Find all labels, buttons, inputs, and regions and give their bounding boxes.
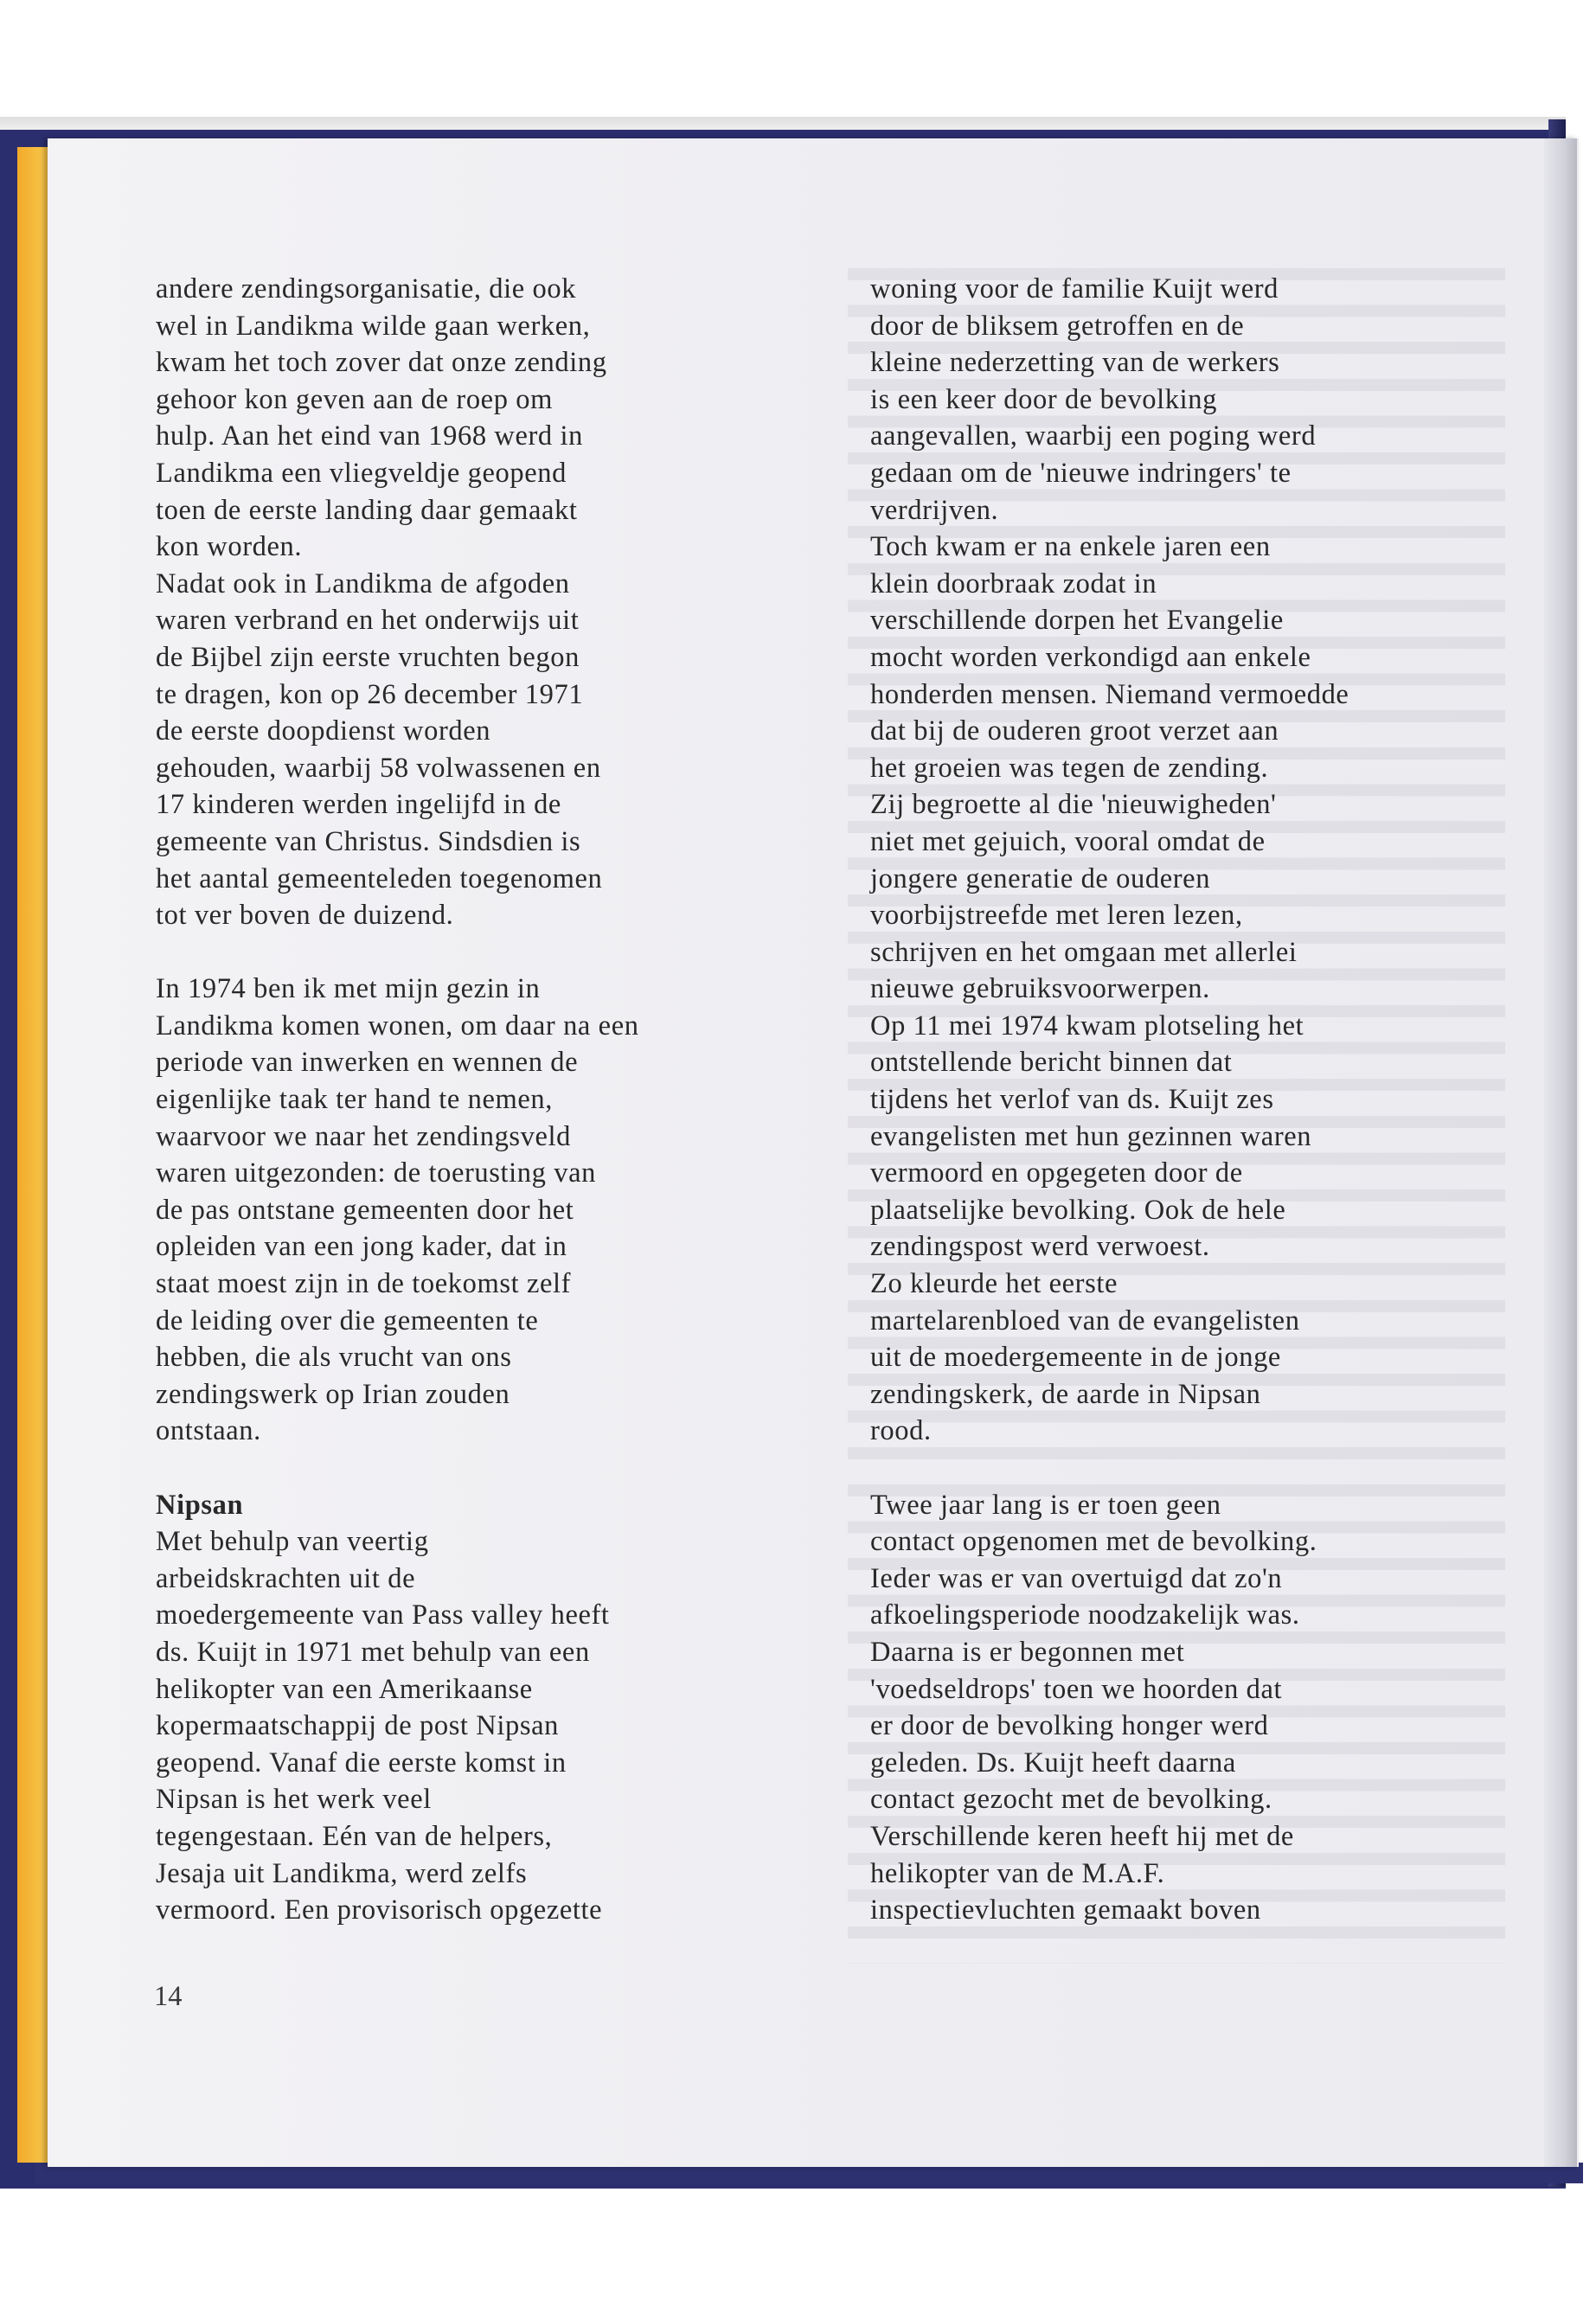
text-line: gedaan om de 'nieuwe indringers' te (870, 457, 1292, 489)
text-line: 17 kinderen werden ingelijfd in de (156, 789, 561, 821)
text-line: er door de bevolking honger werd (870, 1710, 1269, 1742)
text-line: honderden mensen. Niemand vermoedde (870, 678, 1349, 710)
text-line: verschillende dorpen het Evangelie (870, 605, 1284, 637)
text-line: te dragen, kon op 26 december 1971 (156, 678, 584, 710)
text-line: kleine nederzetting van de werkers (870, 347, 1280, 379)
text-line: jongere generatie de ouderen (870, 862, 1211, 894)
text-line: de eerste doopdienst worden (156, 715, 491, 747)
paragraph (870, 1487, 1554, 1929)
paragraph (156, 1523, 839, 1929)
paragraph (156, 971, 839, 1450)
text-line: hulp. Aan het eind van 1968 werd in (156, 420, 583, 452)
text-line: Met behulp van veertig (156, 1526, 429, 1558)
text-line: Landikma komen wonen, om daar na een (156, 1009, 639, 1042)
text-line: tijdens het verlof van ds. Kuijt zes (870, 1084, 1274, 1116)
text-line: In 1974 ben ik met mijn gezin in (156, 973, 541, 1005)
text-line: Daarna is er begonnen met (870, 1636, 1185, 1668)
text-line: Nipsan is het werk veel (156, 1784, 432, 1816)
text-line: niet met gejuich, vooral omdat de (870, 825, 1266, 857)
text-line: ontstellende bericht binnen dat (870, 1047, 1233, 1079)
text-line: moedergemeente van Pass valley heeft (156, 1599, 610, 1631)
text-line: Jesaja uit Landikma, werd zelfs (156, 1857, 528, 1889)
text-line: hebben, die als vrucht van ons (156, 1342, 512, 1374)
text-line: afkoelingsperiode noodzakelijk was. (870, 1599, 1300, 1631)
text-line: tot ver boven de duizend. (156, 900, 454, 932)
text-line: dat bij de ouderen groot verzet aan (870, 715, 1279, 747)
text-line: Zo kleurde het eerste (870, 1268, 1118, 1300)
text-line: gemeente van Christus. Sindsdien is (156, 825, 581, 857)
text-line: aangevallen, waarbij een poging werd (870, 420, 1317, 452)
text-line: kon worden. (156, 531, 303, 563)
text-line: zendingswerk op Irian zouden (156, 1378, 510, 1410)
text-line: ontstaan. (156, 1415, 261, 1447)
text-line: inspectievluchten gemaakt boven (870, 1894, 1261, 1926)
text-line: de leiding over die gemeenten te (156, 1304, 539, 1336)
text-line: evangelisten met hun gezinnen waren (870, 1120, 1312, 1152)
text-line: Nadat ook in Landikma de afgoden (156, 567, 570, 599)
text-line: waren uitgezonden: de toerusting van (156, 1157, 596, 1189)
text-line: periode van inwerken en wennen de (156, 1047, 579, 1079)
text-line: de pas ontstane gemeenten door het (156, 1194, 574, 1226)
text-line: contact gezocht met de bevolking. (870, 1784, 1272, 1816)
text-line: Twee jaar lang is er toen geen (870, 1489, 1221, 1521)
text-line: door de bliksem getroffen en de (870, 310, 1245, 342)
text-line: martelarenbloed van de evangelisten (870, 1304, 1300, 1336)
paragraph-gap (870, 1450, 1554, 1487)
text-line: toen de eerste landing daar gemaakt (156, 494, 578, 526)
paragraph (156, 271, 839, 934)
page-number: 14 (154, 1981, 183, 2012)
text-line: geleden. Ds. Kuijt heeft daarna (870, 1747, 1236, 1779)
text-line: opleiden van een jong kader, dat in (156, 1231, 567, 1263)
text-line: waren verbrand en het onderwijs uit (156, 605, 580, 637)
paragraph (870, 271, 1554, 1450)
text-line: zendingspost werd verwoest. (870, 1231, 1210, 1263)
text-line: contact opgenomen met de bevolking. (870, 1526, 1317, 1558)
text-line: helikopter van een Amerikaanse (156, 1673, 533, 1705)
text-line: tegengestaan. Eén van de helpers, (156, 1820, 553, 1852)
text-line: klein doorbraak zodat in (870, 567, 1157, 599)
text-line: arbeidskrachten uit de (156, 1562, 416, 1594)
paragraph-gap (156, 1450, 839, 1487)
text-line: wel in Landikma wilde gaan werken, (156, 310, 591, 342)
text-line: schrijven en het omgaan met allerlei (870, 936, 1298, 968)
text-line: zendingskerk, de aarde in Nipsan (870, 1378, 1261, 1410)
text-line: Zij begroette al die 'nieuwigheden' (870, 789, 1277, 821)
text-line: vermoord. Een provisorisch opgezette (156, 1894, 603, 1926)
text-line: waarvoor we naar het zendingsveld (156, 1120, 572, 1152)
text-line: andere zendingsorganisatie, die ook (156, 273, 577, 304)
text-line: Landikma een vliegveldje geopend (156, 457, 567, 489)
left-column (156, 271, 839, 1929)
text-line: nieuwe gebruiksvoorwerpen. (870, 973, 1210, 1005)
text-line: voorbijstreefde met leren lezen, (870, 900, 1243, 932)
text-line: ds. Kuijt in 1971 met behulp van een (156, 1636, 590, 1668)
text-line: geopend. Vanaf die eerste komst in (156, 1747, 567, 1779)
text-line: kopermaatschappij de post Nipsan (156, 1710, 559, 1742)
text-line: mocht worden verkondigd aan enkele (870, 641, 1311, 673)
text-line: eigenlijke taak ter hand te nemen, (156, 1084, 553, 1116)
text-line: Op 11 mei 1974 kwam plotseling het (870, 1009, 1304, 1042)
text-line: Toch kwam er na enkele jaren een (870, 531, 1271, 563)
text-line: kwam het toch zover dat onze zending (156, 347, 607, 379)
text-line: het aantal gemeenteleden toegenomen (156, 862, 603, 894)
text-line: het groeien was tegen de zending. (870, 752, 1269, 784)
text-line: Ieder was er van overtuigd dat zo'n (870, 1562, 1283, 1594)
text-line: woning voor de familie Kuijt werd (870, 273, 1279, 304)
paragraph-gap (156, 934, 839, 971)
text-line: Verschillende keren heeft hij met de (870, 1820, 1294, 1852)
text-line: gehoor kon geven aan de roep om (156, 383, 554, 415)
text-line: rood. (870, 1415, 932, 1447)
text-line: de Bijbel zijn eerste vruchten begon (156, 641, 580, 673)
text-line: is een keer door de bevolking (870, 383, 1217, 415)
text-line: plaatselijke bevolking. Ook de hele (870, 1194, 1286, 1226)
section-heading: Nipsan (156, 1489, 244, 1521)
text-line: helikopter van de M.A.F. (870, 1857, 1165, 1889)
text-line: 'voedseldrops' toen we hoorden dat (870, 1673, 1283, 1705)
text-line: uit de moedergemeente in de jonge (870, 1342, 1281, 1374)
text-line: verdrijven. (870, 494, 999, 526)
text-line: staat moest zijn in de toekomst zelf (156, 1268, 572, 1300)
text-line: gehouden, waarbij 58 volwassenen en (156, 752, 601, 784)
right-column (870, 271, 1554, 1929)
text-line: vermoord en opgegeten door de (870, 1157, 1243, 1189)
